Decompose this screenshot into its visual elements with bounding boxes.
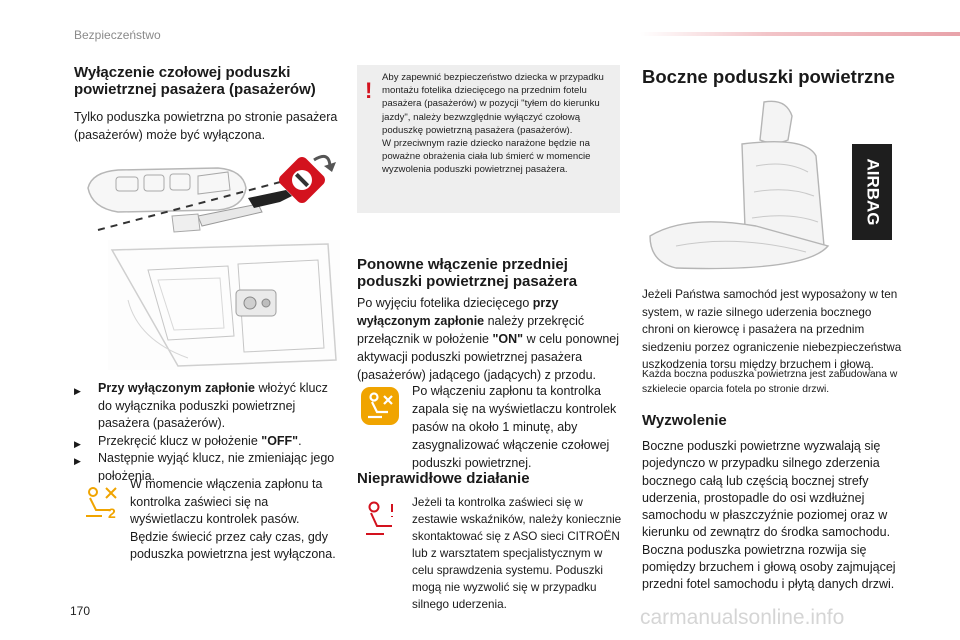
dashboard-switch-illustration <box>108 240 340 370</box>
section-title-deployment: Wyzwolenie <box>642 412 727 429</box>
section-label: Bezpieczeństwo <box>74 28 161 42</box>
step-item: ▶ Przy wyłączonym zapłonie włożyć klucz do wyłącznika poduszki powietrznej pasażera (pasażerów). <box>74 381 328 430</box>
svg-text:2: 2 <box>108 505 116 520</box>
warning-exclamation-icon: ! <box>365 78 373 103</box>
header-accent-bar <box>640 32 960 36</box>
page-number: 170 <box>70 604 91 618</box>
airbag-on-warning-icon <box>360 386 400 426</box>
bullet-icon: ▶ <box>74 386 81 396</box>
side-airbag-note: Każda boczna poduszka powietrzna jest zabudowana w szkielecie oparcia fotela po stronie drzwi. <box>642 369 898 395</box>
seat-illustration <box>646 96 846 274</box>
airbag-label-badge <box>852 144 892 240</box>
airbag-off-warning-icon <box>82 486 122 520</box>
section-title-disable-airbag: Wyłączenie czołowej poduszki powietrznej pasażera (pasażerów) <box>74 64 316 98</box>
step-item: ▶ Przekręcić klucz w położenie "OFF". <box>74 433 344 451</box>
disable-intro-text: Tylko poduszka powietrzna po stronie pasażera (pasażerów) może być wyłączona. <box>74 110 338 142</box>
steps-list <box>74 380 344 485</box>
side-airbag-text: Jeżeli Państwa samochód jest wyposażony w ten system, w razie silnego uderzenia bocznego chroni on kierowcę i pasażera na przednim siedzeniu porzez ograniczenie niebezpieczeństwa uszkodzenia torsu między brzuchem i głową. <box>642 288 902 371</box>
malfunction-text: Jeżeli ta kontrolka zaświeci się w zestawie wskaźników, należy koniecznie skontaktować się z ASO sieci CITROËN lub z warsztatem specjalistycznym w celu sprawdzenia systemu. Poduszki mogą nie wyzwolić się w przypadku silnego uderzenia. <box>412 496 622 611</box>
section-title-side-airbags: Boczne poduszki powietrzne <box>642 66 895 87</box>
bullet-icon: ▶ <box>74 438 81 449</box>
section-title-malfunction: Nieprawidłowe działanie <box>357 470 530 487</box>
watermark: carmanualsonline.info <box>640 606 845 629</box>
bullet-icon: ▶ <box>74 456 81 466</box>
reenable-text: Po wyjęciu fotelika dziecięcego przy wyłączonym zapłonie należy przekręcić przełącznik w położenie "ON" w celu ponownej aktywacji poduszki powietrznej pasażera (pasażerów) jadącego (jadących) z przodu. <box>357 296 620 382</box>
deployment-text: Boczne poduszki powietrzne wyzwalają się pojedynczo w przypadku silnego zderzenia bocznego całą lub częścią bocznej strefy uderzenia, prostopadle do osi wzdłużnej samochodu w płaszczyźnie poziomej oraz w kierunku od zewnątrz do środka samochodu. Boczna poduszka powietrzna rozwija się pomiędzy brzuchem i głową osoby zajmującej przedni fotel samochodu i płytą danych drzwi. <box>642 439 896 592</box>
step-item: ▶ Następnie wyjąć klucz, nie zmieniając jego położenia. <box>74 451 335 483</box>
key-fob-illustration <box>78 150 340 240</box>
section-title-reenable-airbag: Ponowne włączenie przedniej poduszki powietrznej pasażera <box>357 256 578 290</box>
indicator-note: W momencie włączenia zapłonu ta kontrolka zaświeci się na wyświetlaczu kontrolek pasów. Będzie świecić przez cały czas, gdy poduszka powietrzna jest wyłączona. <box>130 477 336 561</box>
warning-text: Aby zapewnić bezpieczeństwo dziecka w przypadku montażu fotelika dziecięcego na przednim fotelu pasażera (pasażerów) w pozycji "tyłem do kierunku jazdy", należy bezwzględnie wyłączyć czołową poduszkę powietrzną pasażera (pasażerów). W przeciwnym razie dziecko narażone będzie na poważne obrażenia ciała lub śmierć w momencie wyzwolenia poduszki powietrznej pasażera. <box>382 72 604 176</box>
airbag-fault-icon <box>362 500 406 540</box>
svg-text:AIRBAG: AIRBAG <box>863 158 883 226</box>
indicator-on-text: Po włączeniu zapłonu ta kontrolka zapala się na wyświetlaczu kontrolek pasów na około 1 minutę, aby zasygnalizować włączenie czołowej poduszki powietrznej. <box>412 384 617 470</box>
